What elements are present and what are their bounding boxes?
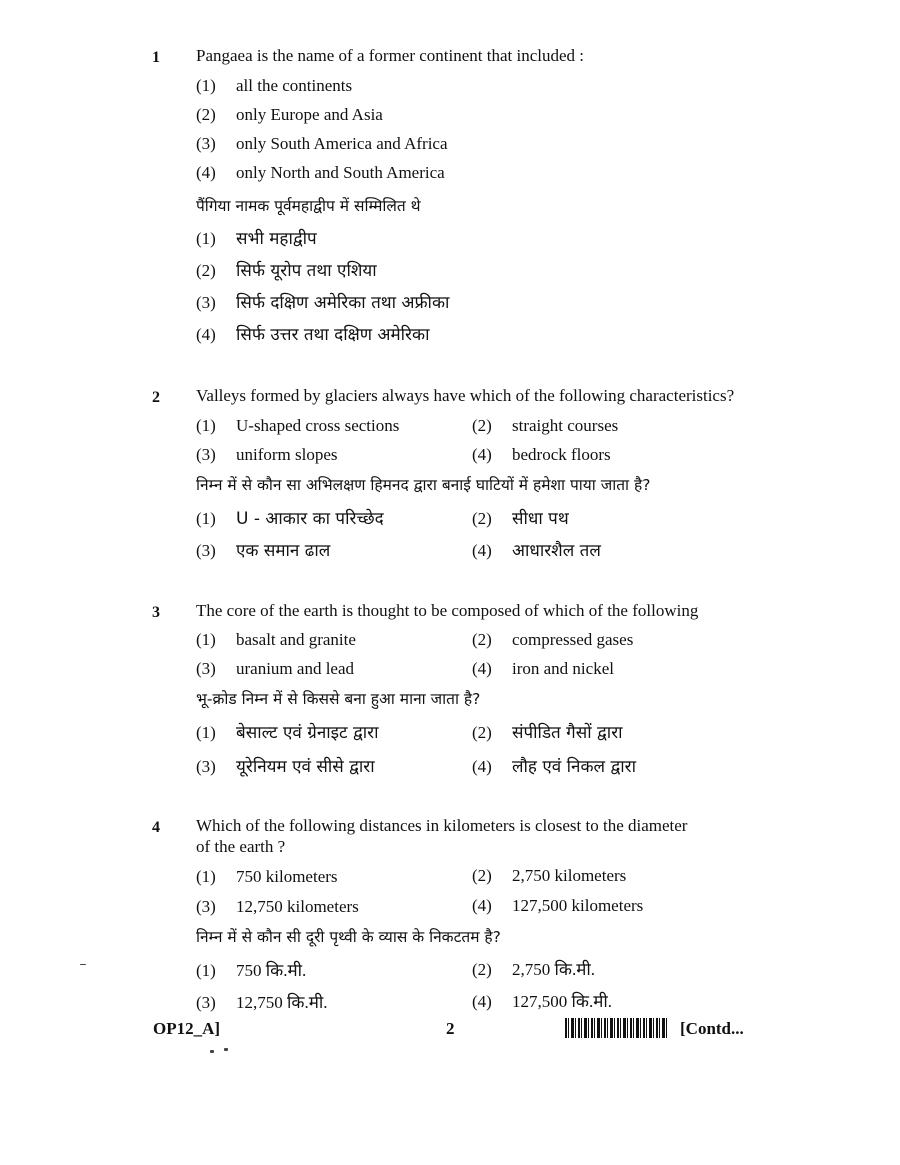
option-label: (2) xyxy=(472,630,492,649)
question-stem-hi: निम्न में से कौन सी दूरी पृथ्वी के व्यास के निकटतम है? xyxy=(196,928,501,946)
option-label: (1) xyxy=(196,509,216,528)
option-text: बेसाल्ट एवं ग्रेनाइट द्वारा xyxy=(236,723,379,743)
option-text: सिर्फ उत्तर तथा दक्षिण अमेरिका xyxy=(236,325,430,345)
option-text: only North and South America xyxy=(236,163,445,182)
option-text: bedrock floors xyxy=(512,445,611,464)
option-text: सभी महाद्वीप xyxy=(236,229,317,249)
option-text: U - आकार का परिच्छेद xyxy=(236,509,384,529)
option-2-hi xyxy=(472,723,623,743)
option-label: (4) xyxy=(472,541,492,560)
option-label: (1) xyxy=(196,229,216,248)
option-label: (2) xyxy=(472,509,492,528)
option-3-en xyxy=(196,134,448,154)
option-text: 12,750 kilometers xyxy=(236,897,359,916)
scan-speck xyxy=(224,1048,228,1051)
continued-note: [Contd... xyxy=(680,1019,744,1038)
option-1-hi xyxy=(196,509,384,529)
option-label: (4) xyxy=(472,659,492,678)
option-2-hi xyxy=(472,509,569,529)
scan-speck xyxy=(80,964,86,965)
option-1-en xyxy=(196,867,338,887)
paper-code: OP12_A] xyxy=(153,1019,221,1038)
option-label: (1) xyxy=(196,723,216,742)
option-label: (2) xyxy=(472,960,492,979)
option-label: (2) xyxy=(472,416,492,435)
option-label: (4) xyxy=(472,757,492,776)
option-text: basalt and granite xyxy=(236,630,356,649)
option-label: (1) xyxy=(196,76,216,95)
option-2-en xyxy=(196,105,383,125)
option-text: only Europe and Asia xyxy=(236,105,383,124)
option-label: (2) xyxy=(472,723,492,742)
option-2-en xyxy=(472,416,618,436)
option-text: सिर्फ यूरोप तथा एशिया xyxy=(236,261,377,281)
option-label: (1) xyxy=(196,961,216,980)
option-text: 750 kilometers xyxy=(236,867,338,886)
option-1-hi xyxy=(196,961,306,981)
barcode-icon xyxy=(565,1018,669,1038)
option-2-hi xyxy=(196,261,377,281)
option-4-en xyxy=(196,163,445,183)
option-text: uranium and lead xyxy=(236,659,355,678)
option-label: (4) xyxy=(472,992,492,1011)
option-3-en xyxy=(196,897,359,917)
question-stem-en: The core of the earth is thought to be composed of which of the following xyxy=(196,601,699,620)
question-stem-en: Pangaea is the name of a former continent that included : xyxy=(196,46,585,65)
option-label: (1) xyxy=(196,630,216,649)
option-2-hi xyxy=(472,960,595,980)
question-number: 1 xyxy=(152,49,160,66)
page-number: 2 xyxy=(446,1019,455,1038)
option-label: (4) xyxy=(196,325,216,344)
option-label: (3) xyxy=(196,993,216,1012)
option-text: straight courses xyxy=(512,416,619,435)
option-text: U-shaped cross sections xyxy=(236,416,400,435)
option-label: (3) xyxy=(196,445,216,464)
option-text: संपीडित गैसों द्वारा xyxy=(512,723,623,743)
question-stem-en-line-2: of the earth ? xyxy=(196,837,286,856)
question-number: 2 xyxy=(152,389,160,406)
option-2-en xyxy=(472,866,626,886)
question-stem-hi: पैंगिया नामक पूर्वमहाद्वीप में सम्मिलित थे xyxy=(196,197,421,215)
option-label: (4) xyxy=(196,163,216,182)
option-3-hi xyxy=(196,993,328,1013)
option-text: all the continents xyxy=(236,76,353,95)
option-text: एक समान ढाल xyxy=(236,541,331,561)
option-text: only South America and Africa xyxy=(236,134,448,153)
option-label: (4) xyxy=(472,445,492,464)
option-1-en xyxy=(196,630,356,650)
option-text: 2,750 कि.मी. xyxy=(512,960,596,979)
option-text: लौह एवं निकल द्वारा xyxy=(512,757,636,777)
question-stem-en: Valleys formed by glaciers always have which of the following characteristics? xyxy=(196,386,735,405)
option-label: (3) xyxy=(196,897,216,916)
question-stem-hi: भू-क्रोड निम्न में से किससे बना हुआ माना जाता है? xyxy=(196,690,481,708)
option-label: (3) xyxy=(196,293,216,312)
option-text: यूरेनियम एवं सीसे द्वारा xyxy=(236,757,375,777)
question-stem-en-line-1: Which of the following distances in kilometers is closest to the diameter xyxy=(196,816,688,835)
option-4-hi xyxy=(196,325,429,345)
scan-speck xyxy=(210,1050,214,1053)
option-label: (3) xyxy=(196,541,216,560)
option-label: (3) xyxy=(196,134,216,153)
option-text: compressed gases xyxy=(512,630,634,649)
option-1-hi xyxy=(196,723,379,743)
option-label: (4) xyxy=(472,896,492,915)
option-3-en xyxy=(196,659,354,679)
option-label: (2) xyxy=(196,105,216,124)
option-label: (3) xyxy=(196,757,216,776)
option-3-hi xyxy=(196,293,449,313)
option-4-hi xyxy=(472,757,636,777)
option-text: 127,500 kilometers xyxy=(512,896,644,915)
option-1-en xyxy=(196,416,399,436)
option-4-hi xyxy=(472,541,601,561)
option-4-en xyxy=(472,896,643,916)
option-4-en xyxy=(472,445,611,465)
option-3-hi xyxy=(196,541,330,561)
option-text: सीधा पथ xyxy=(512,509,569,529)
option-label: (1) xyxy=(196,416,216,435)
option-text: 127,500 कि.मी. xyxy=(512,992,613,1011)
option-label: (2) xyxy=(472,866,492,885)
option-text: 2,750 kilometers xyxy=(512,866,627,885)
option-text: uniform slopes xyxy=(236,445,338,464)
option-text: 12,750 कि.मी. xyxy=(236,993,328,1012)
question-number: 3 xyxy=(152,604,160,621)
option-text: 750 कि.मी. xyxy=(236,961,307,980)
option-3-en xyxy=(196,445,338,465)
option-3-hi xyxy=(196,757,375,777)
question-number: 4 xyxy=(152,819,160,836)
option-1-hi xyxy=(196,229,317,249)
option-text: आधारशैल तल xyxy=(512,541,601,561)
option-label: (2) xyxy=(196,261,216,280)
option-label: (1) xyxy=(196,867,216,886)
option-text: iron and nickel xyxy=(512,659,614,678)
option-1-en xyxy=(196,76,352,96)
option-2-en xyxy=(472,630,633,650)
option-label: (3) xyxy=(196,659,216,678)
option-4-hi xyxy=(472,992,612,1012)
option-text: सिर्फ दक्षिण अमेरिका तथा अफ्रीका xyxy=(236,293,450,313)
option-4-en xyxy=(472,659,614,679)
question-stem-hi: निम्न में से कौन सा अभिलक्षण हिमनद द्वारा बनाई घाटियों में हमेशा पाया जाता है? xyxy=(196,476,651,494)
